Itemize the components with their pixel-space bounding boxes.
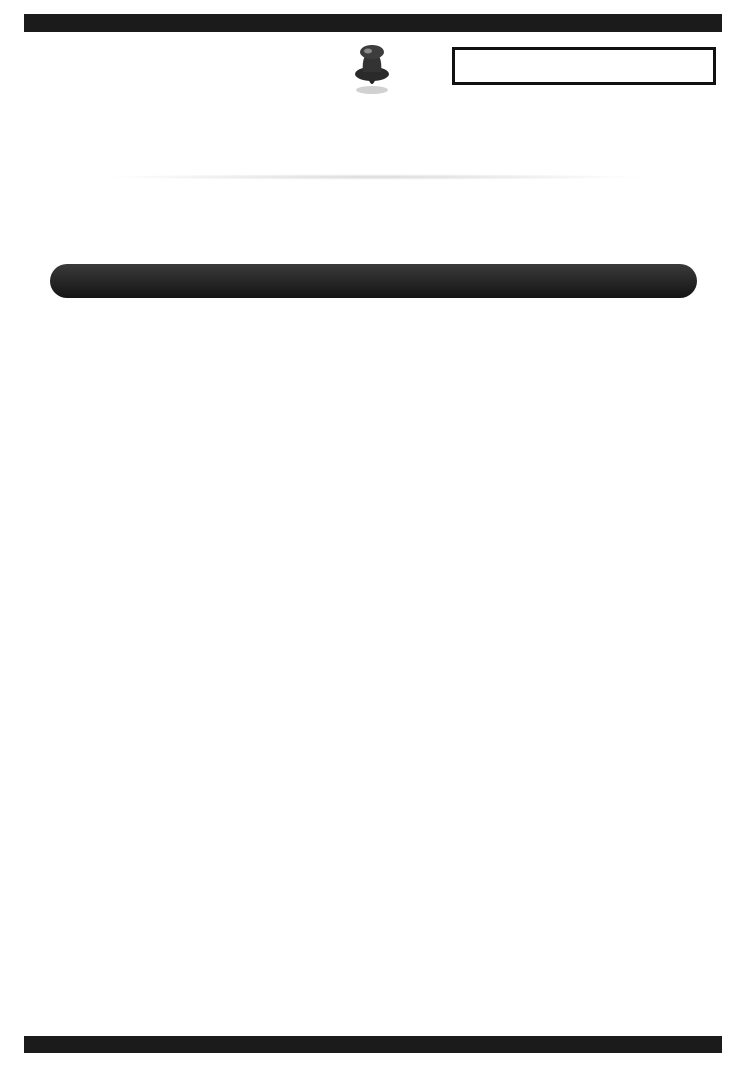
the300-logo — [296, 953, 456, 1009]
table-header — [50, 264, 697, 298]
title-underline — [100, 174, 647, 180]
top-bar — [24, 14, 722, 32]
bottom-bar — [24, 1036, 722, 1053]
pushpin-icon — [347, 44, 397, 96]
committee-label — [452, 47, 716, 85]
